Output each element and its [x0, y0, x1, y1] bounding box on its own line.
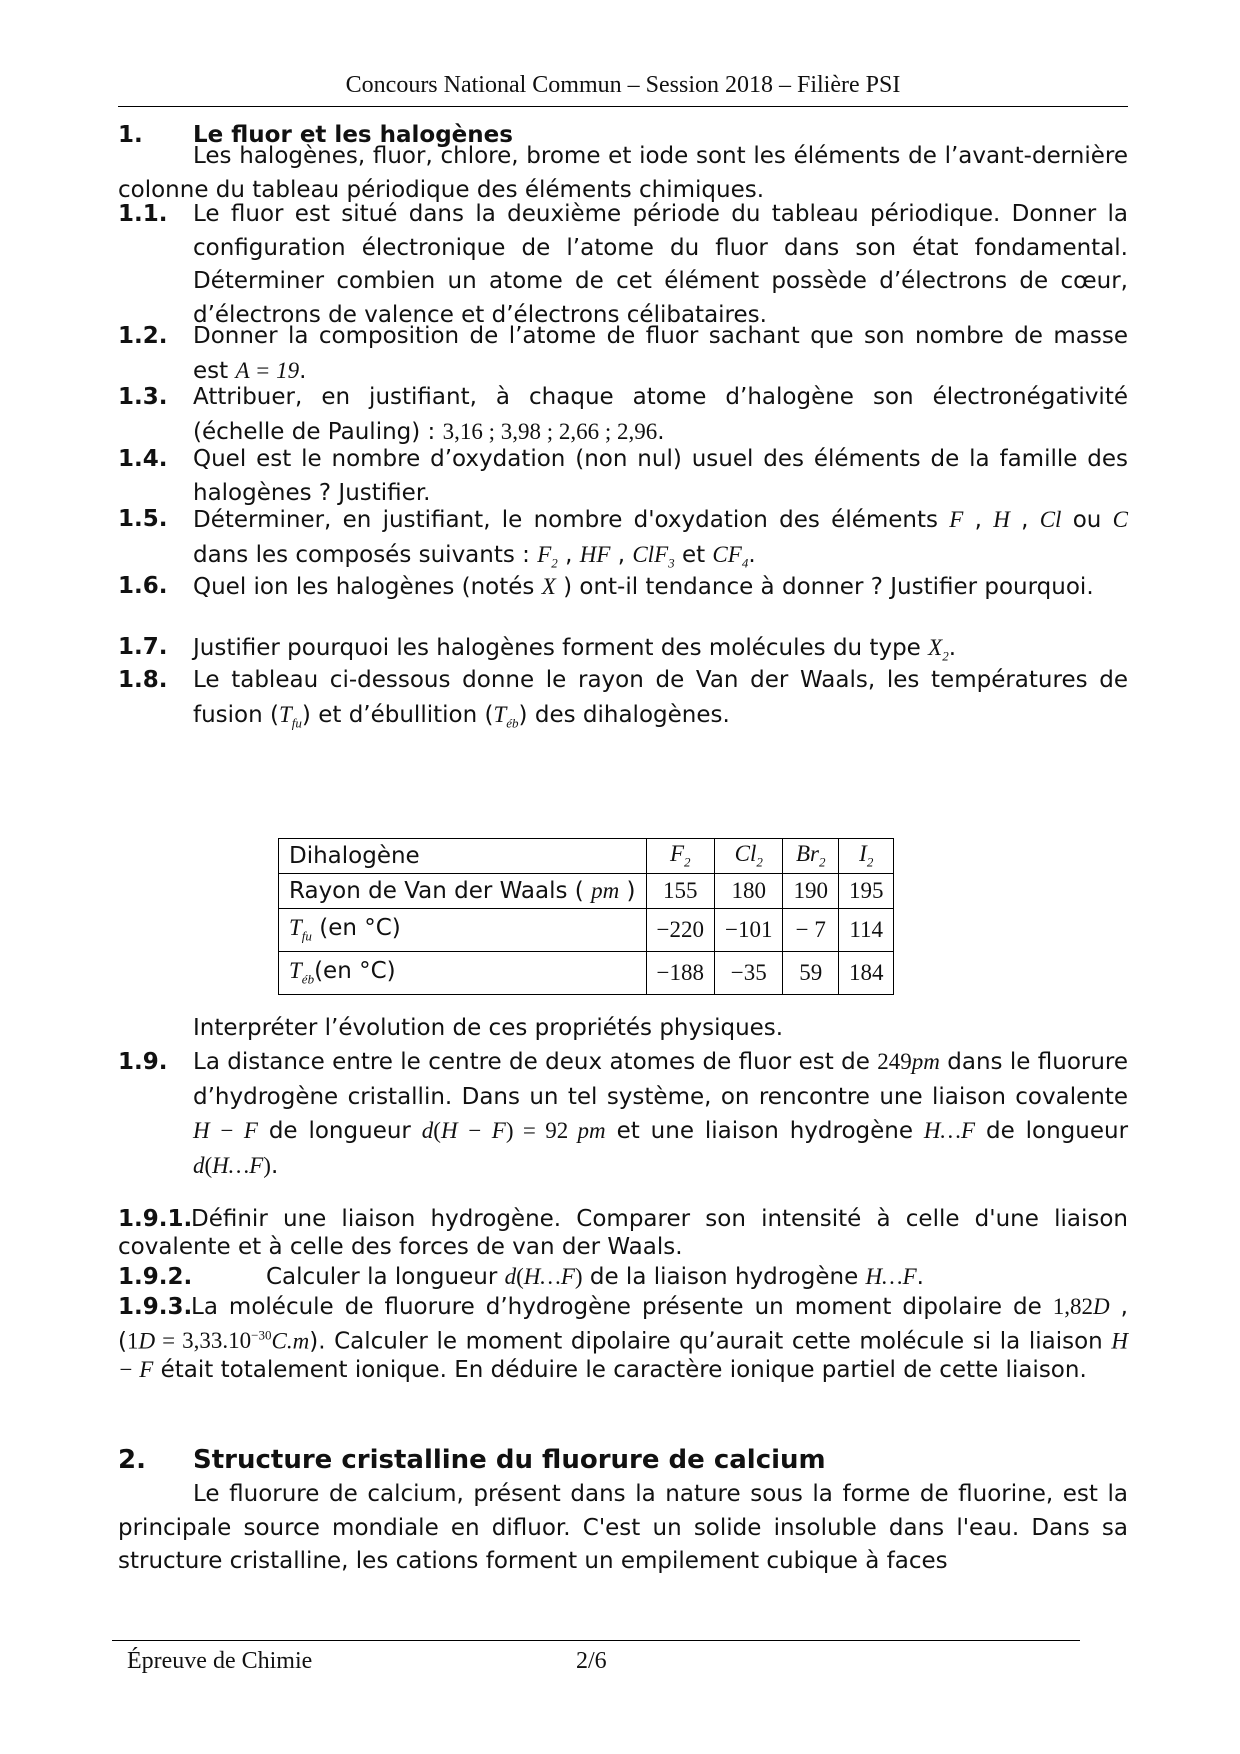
table-cell: −101 — [715, 909, 783, 952]
table-row — [279, 839, 894, 874]
footer-title: Épreuve de Chimie — [127, 1648, 313, 1674]
question-1-8 — [118, 664, 1128, 740]
species-cell: $Br_2$ — [783, 839, 839, 874]
species-cell: $I_2$ — [838, 839, 894, 874]
question-text: Le fluor est situé dans la deuxième période du tableau périodique. Donner la configuration électronique de l’atome du fluor dans son état fondamental. Déterminer combien un atome de cet élément possède d’électrons de cœur, d’électrons de valence et d’électrons célibataires. — [193, 201, 1128, 328]
question-number: 1.1. — [118, 201, 168, 227]
question-1-9-3 — [118, 1293, 1128, 1384]
table-cell: 155 — [646, 874, 714, 909]
table-row-label: $T_{fu}$ (en °C) — [279, 909, 647, 952]
page-header: Concours National Commun – Session 2018 – Filière PSI — [118, 72, 1128, 107]
question-number: 1.3. — [118, 384, 168, 410]
dihalogen-table — [278, 838, 894, 995]
table-header-cell: Dihalogène — [279, 839, 647, 874]
question-number: 1.6. — [118, 573, 168, 599]
footer-divider — [112, 1640, 1080, 1641]
table-instruction: Interpréter l’évolution de ces propriétés physiques. — [193, 1015, 784, 1041]
question-1-9 — [118, 1045, 1128, 1183]
section-number: 2. — [118, 1445, 146, 1475]
question-text: Quel est le nombre d’oxydation (non nul) usuel des éléments de la famille des halogènes ? Justifier. — [193, 446, 1128, 506]
table-row — [279, 874, 894, 909]
question-text: Donner la composition de l’atome de fluor sachant que son nombre de masse est A = 19. — [193, 323, 1128, 384]
section-1-intro: Les halogènes, fluor, chlore, brome et iode sont les éléments de l’avant-dernière colonne du tableau périodique des éléments chimiques. — [118, 143, 1128, 203]
table-row — [279, 909, 894, 952]
species-cell: $F_2$ — [646, 839, 714, 874]
section-2-intro: Le fluorure de calcium, présent dans la nature sous la forme de fluorine, est la principale source mondiale en difluor. C'est un solide insoluble dans l'eau. Dans sa structure cristalline, les cations forment un empilement cubique à faces — [118, 1481, 1128, 1574]
question-1-2 — [118, 320, 1128, 388]
question-number: 1.9. — [118, 1049, 168, 1075]
table-row-label: $T_{éb}(en$ °C) — [279, 952, 647, 995]
table-cell: 190 — [783, 874, 839, 909]
table-cell: − 7 — [783, 909, 839, 952]
question-text: La distance entre le centre de deux atomes de fluor est de 249pm dans le fluorure d’hydrogène cristallin. Dans un tel système, on rencontre une liaison covalente H − F de longueur d(H − F) = 92 pm et une liaison hydrogène H…F de longueur d(H…F). — [193, 1049, 1129, 1179]
question-1-5 — [118, 503, 1128, 580]
table-cell: 180 — [715, 874, 783, 909]
table-cell: 184 — [838, 952, 894, 995]
question-1-6 — [118, 570, 1128, 605]
question-text: 1.9.3. La molécule de fluorure d’hydrogène présente un moment dipolaire de 1,82D , $(1D = 3,33.10^{-30}C.m)$. Calculer le moment dipolaire qu’aurait cette molécule si la liaison H − F était totalement ionique. En déduire le caractère ionique partiel de cette liaison. — [118, 1294, 1128, 1383]
question-text: Le tableau ci-dessous donne le rayon de Van der Waals, les températures de fusion $(T_{fu})$ et d’ébullition $(T_{éb})$ des dihalogènes. — [193, 667, 1128, 731]
question-number: 1.7. — [118, 634, 168, 660]
question-text: Quel ion les halogènes (notés X ) ont-il tendance à donner ? Justifier pourquoi. — [193, 574, 1094, 600]
question-text: Justifier pourquoi les halogènes forment des molécules du type $X_2$. — [193, 635, 957, 664]
section-title: Structure cristalline du fluorure de calcium — [193, 1445, 826, 1475]
table-cell: 195 — [838, 874, 894, 909]
question-1-3 — [118, 381, 1128, 449]
question-text: Attribuer, en justifiant, à chaque atome d’halogène son électronégativité (échelle de Pauling) : 3,16 ; 3,98 ; 2,66 ; 2,96. — [193, 384, 1128, 445]
table-row-label: Rayon de Van der Waals ( pm ) — [279, 874, 647, 909]
question-number: 1.4. — [118, 446, 168, 472]
question-text: Déterminer, en justifiant, le nombre d'oxydation des éléments F , H , Cl ou C dans les composés suivants : $F_2$ , HF , ClF$_3$ et $CF_4$. — [193, 507, 1129, 571]
question-number: 1.2. — [118, 323, 168, 349]
question-number: 1.8. — [118, 667, 168, 693]
table-row — [279, 952, 894, 995]
table-cell: 59 — [783, 952, 839, 995]
question-1-9-1 — [118, 1205, 1128, 1261]
species-cell: $Cl_2$ — [715, 839, 783, 874]
table-cell: −220 — [646, 909, 714, 952]
page-number: 2/6 — [576, 1648, 607, 1674]
question-number: 1.5. — [118, 506, 168, 532]
section-number: 1. — [118, 122, 143, 148]
question-1-1 — [118, 198, 1128, 332]
section-title: Le fluor et les halogènes — [193, 122, 513, 148]
table-cell: 114 — [838, 909, 894, 952]
question-text: Calculer la longueur d(H…F) de la liaison hydrogène H…F. — [266, 1264, 924, 1290]
table-cell: −188 — [646, 952, 714, 995]
question-1-4 — [118, 443, 1128, 510]
question-number: 1.9.2. — [118, 1264, 193, 1290]
question-text: 1.9.1. Définir une liaison hydrogène. Comparer son intensité à celle d'une liaison covalente et à celle des forces de van der Waals. — [118, 1206, 1128, 1260]
table-cell: −35 — [715, 952, 783, 995]
